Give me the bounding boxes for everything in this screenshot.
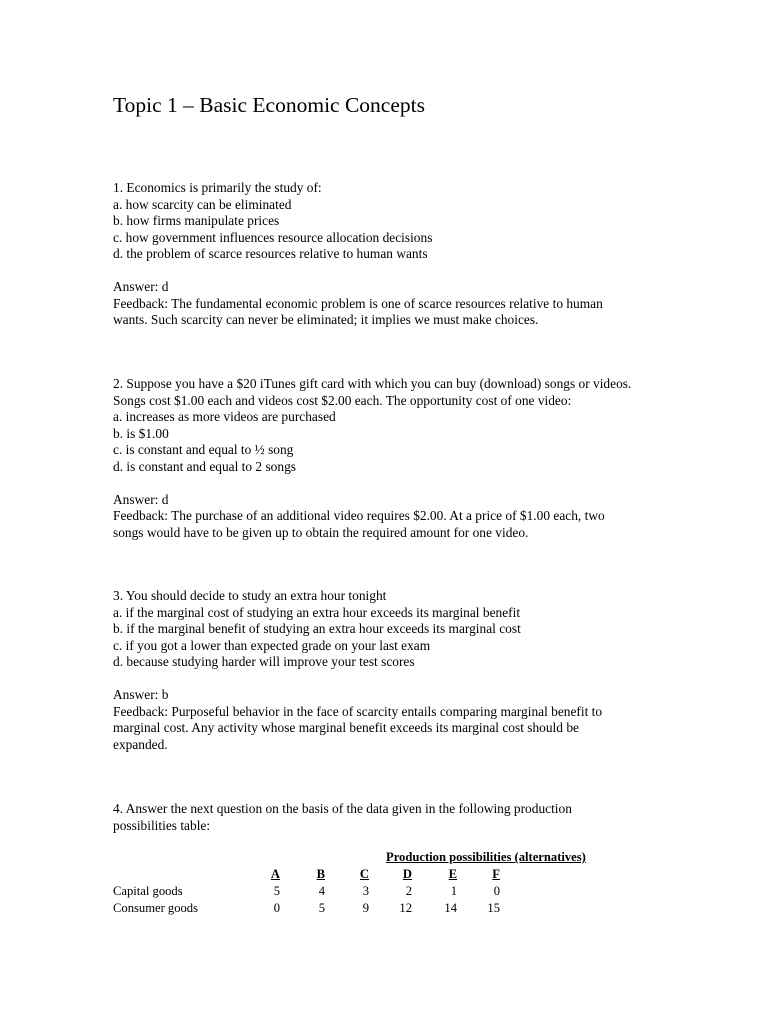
option-c: c. if you got a lower than expected grade on your last exam [113, 637, 431, 653]
table-cell: 4 [318, 884, 325, 898]
feedback-line: marginal cost. Any activity whose marginal benefit exceeds its marginal cost should be [113, 720, 579, 735]
row-label: Consumer goods [113, 901, 199, 915]
feedback-line: Feedback: The fundamental economic problem is one of scarce resources relative to human [113, 295, 603, 311]
question-stem: 1. Economics is primarily the study of: [113, 180, 322, 195]
option-a: a. how scarcity can be eliminated [113, 196, 292, 212]
table-cell: 0 [273, 901, 280, 915]
table-cell: 5 [318, 901, 325, 915]
question-2 [113, 376, 673, 541]
question-1 [113, 180, 673, 329]
table-cell: 0 [493, 884, 500, 898]
table-row [113, 900, 500, 917]
option-a: a. if the marginal cost of studying an extra hour exceeds its marginal benefit [113, 604, 521, 620]
option-b: b. how firms manipulate prices [113, 213, 280, 228]
production-possibilities-table [113, 850, 586, 917]
option-c: c. how government influences resource allocation decisions [113, 229, 433, 245]
column-header: D [402, 867, 412, 881]
question-4 [113, 801, 673, 834]
question-stem: 2. Suppose you have a $20 iTunes gift card with which you can buy (download) songs or videos. [113, 376, 632, 391]
feedback-line: songs would have to be given up to obtain the required amount for one video. [113, 524, 529, 540]
column-header: E [448, 867, 457, 881]
table-cell: 3 [362, 884, 369, 898]
table-header-row [113, 866, 500, 883]
table-cell: 2 [405, 884, 412, 898]
option-c: c. is constant and equal to ½ song [113, 442, 294, 457]
table-cell: 9 [362, 901, 369, 915]
question-stem: 4. Answer the next question on the basis of the data given in the following production [113, 801, 572, 816]
option-b: b. if the marginal benefit of studying an extra hour exceeds its marginal cost [113, 621, 521, 636]
feedback-line: Feedback: Purposeful behavior in the face of scarcity entails comparing marginal benefit to [113, 703, 603, 719]
page-title: Topic 1 – Basic Economic Concepts [113, 93, 425, 117]
table-cell: 5 [273, 884, 280, 898]
feedback-line: expanded. [113, 736, 168, 752]
option-d: d. is constant and equal to 2 songs [113, 458, 296, 474]
table-cell: 14 [444, 901, 457, 915]
table-caption: Production possibilities (alternatives) [386, 850, 586, 864]
column-header: F [492, 867, 500, 881]
question-stem: Songs cost $1.00 each and videos cost $2.00 each. The opportunity cost of one video: [113, 392, 572, 408]
table-cell: 12 [399, 901, 412, 915]
option-d: d. the problem of scarce resources relative to human wants [113, 246, 428, 261]
answer: Answer: b [113, 687, 169, 702]
question-stem: 3. You should decide to study an extra hour tonight [113, 588, 387, 603]
answer: Answer: d [113, 491, 169, 507]
column-header: B [316, 867, 325, 881]
question-stem: possibilities table: [113, 817, 211, 833]
option-d: d. because studying harder will improve your test scores [113, 654, 415, 669]
table-row [113, 883, 500, 900]
column-header: A [270, 867, 280, 881]
option-b: b. is $1.00 [113, 425, 169, 441]
column-header: C [359, 867, 369, 881]
row-label: Capital goods [113, 884, 183, 898]
feedback-line: wants. Such scarcity can never be eliminated; it implies we must make choices. [113, 312, 539, 327]
table-cell: 15 [487, 901, 500, 915]
table-cell: 1 [450, 884, 457, 898]
question-3 [113, 588, 673, 753]
feedback-line: Feedback: The purchase of an additional video requires $2.00. At a price of $1.00 each, two [113, 508, 605, 523]
answer: Answer: d [113, 279, 169, 294]
option-a: a. increases as more videos are purchased [113, 409, 336, 424]
